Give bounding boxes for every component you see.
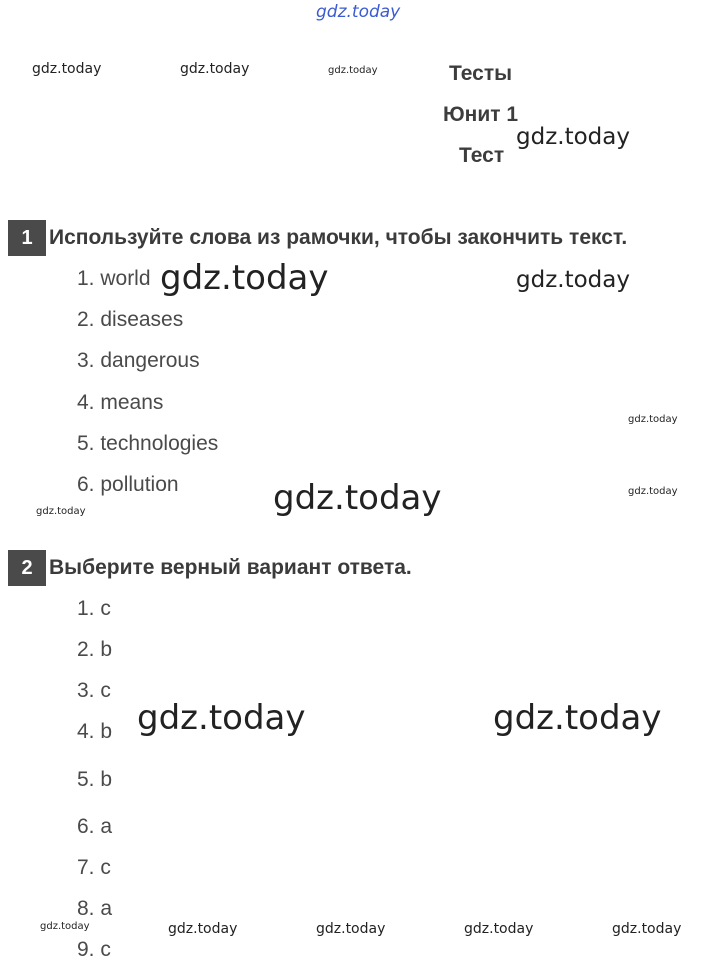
watermark: gdz.today [180,61,250,77]
watermark: gdz.today [516,124,630,150]
task-2-answer: 9. c [77,938,111,961]
task-1-answer: 5. technologies [77,432,219,455]
task-2-number-badge: 2 [8,550,46,586]
task-2-answer: 1. c [77,597,111,620]
watermark: gdz.today [316,921,386,937]
task-1-answer: 2. diseases [77,308,184,331]
watermark: gdz.today [493,698,662,738]
watermark: gdz.today [32,61,102,77]
watermark: gdz.today [137,698,306,738]
task-2-answer: 6. a [77,815,113,838]
watermark: gdz.today [516,267,630,293]
task-2-answer: 7. c [77,856,111,879]
watermark: gdz.today [612,921,682,937]
watermark: gdz.today [160,258,329,298]
task-1-answer: 3. dangerous [77,349,200,372]
watermark: gdz.today [40,921,90,932]
task-2-answer: 5. b [77,768,113,791]
task-1-number-badge: 1 [8,220,46,256]
task-2-answer: 4. b [77,720,113,743]
watermark: gdz.today [628,486,678,497]
site-logo: gdz.today [316,2,401,22]
task-2-answer: 2. b [77,638,113,661]
watermark: gdz.today [273,478,442,518]
task-1-title: Используйте слова из рамочки, чтобы закончить текст. [49,226,628,249]
watermark: gdz.today [168,921,238,937]
unit-title: Юнит 1 [443,103,519,126]
task-1-answer: 1. world [77,267,151,290]
task-1-answer: 6. pollution [77,473,179,496]
watermark: gdz.today [628,414,678,425]
watermark: gdz.today [328,65,378,76]
test-title: Тест [459,144,505,167]
section-title: Тесты [449,62,513,85]
watermark: gdz.today [36,506,86,517]
watermark: gdz.today [464,921,534,937]
task-2-answer: 8. a [77,897,113,920]
task-1-answer: 4. means [77,391,164,414]
task-2-title: Выберите верный вариант ответа. [49,556,412,579]
task-2-answer: 3. c [77,679,111,702]
